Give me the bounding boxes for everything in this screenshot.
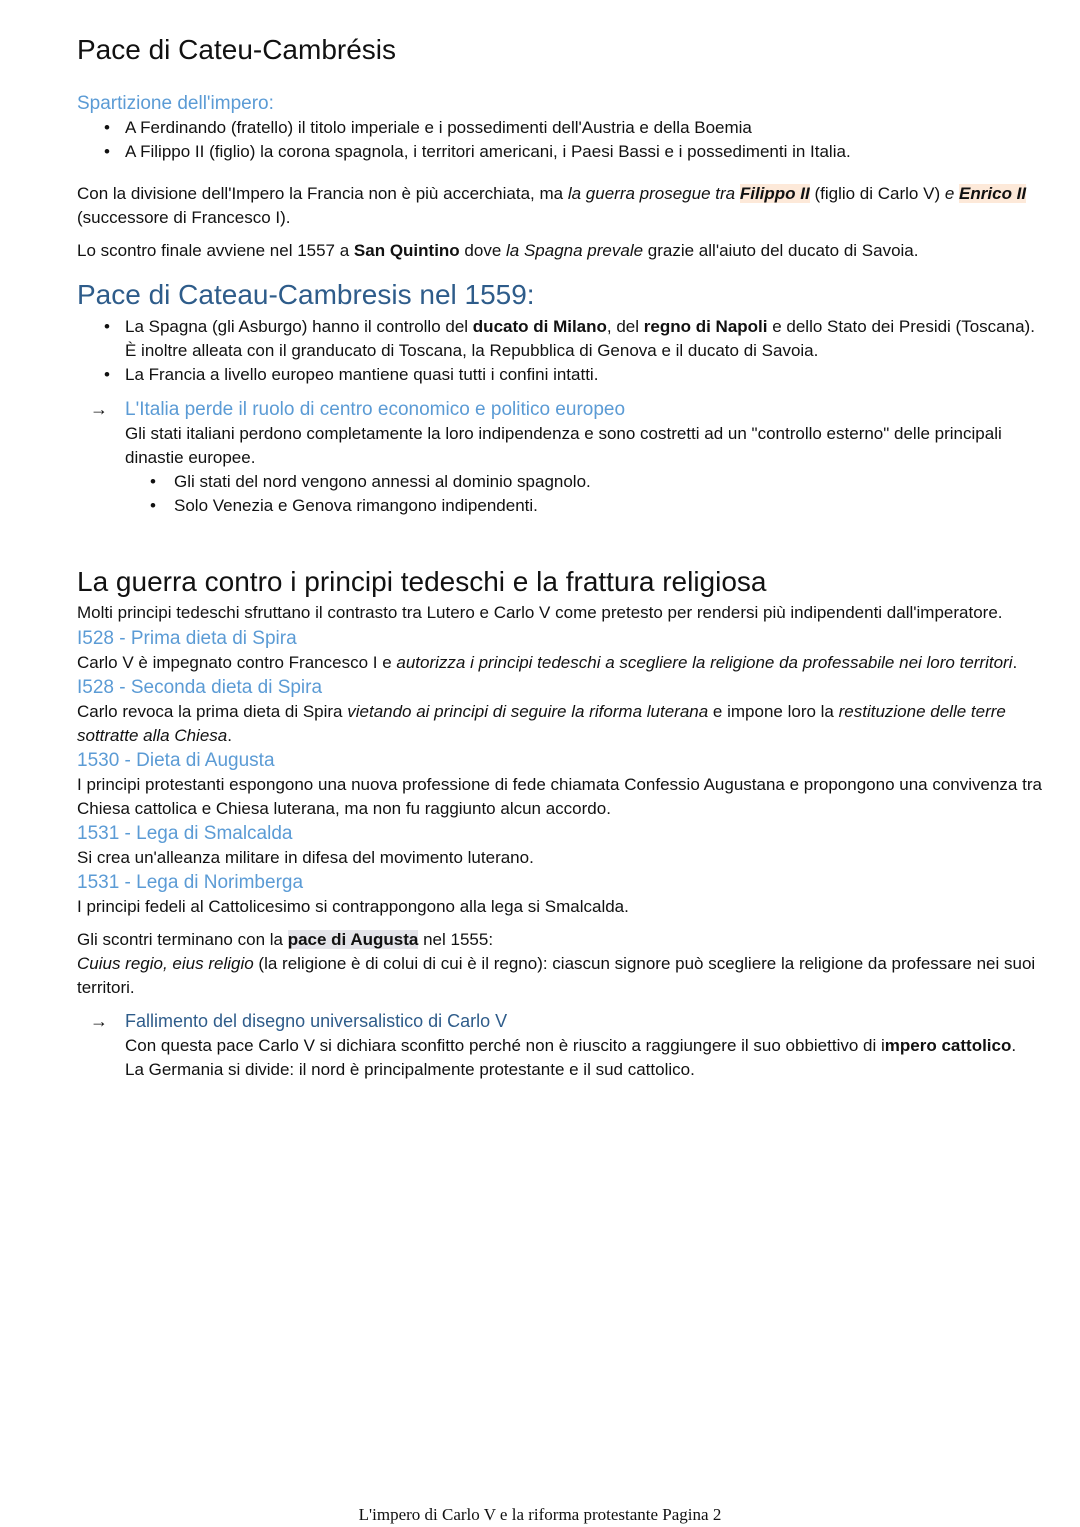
highlight-pace-augusta: pace di Augusta	[287, 930, 419, 949]
text-run: Con la divisione dell'Impero la Francia non è più accerchiata, ma	[77, 184, 568, 203]
event-heading-lega-smalcalda: 1531 - Lega di Smalcalda	[77, 823, 293, 844]
text-run: (figlio di Carlo V)	[809, 184, 945, 203]
text-run: restituzione delle terre sottratte alla Chiesa	[77, 702, 1006, 745]
arrow-block-fallimento	[77, 1009, 1042, 1082]
text-run: .	[227, 726, 232, 745]
list-item: • Solo Venezia e Genova rimangono indipendenti.	[77, 494, 1042, 518]
paragraph-san-quintino	[77, 239, 1042, 263]
page-footer: L'impero di Carlo V e la riforma protestante Pagina 2	[358, 1505, 722, 1524]
arrow-block-italia	[77, 397, 1042, 470]
text-run: e impone loro la	[708, 702, 839, 721]
section-title-pace-cateu: Pace di Cateu-Cambrésis	[77, 34, 397, 65]
event-heading-prima-dieta: I528 - Prima dieta di Spira	[77, 628, 297, 649]
section-title-guerra-principi: La guerra contro i principi tedeschi e la frattura religiosa	[77, 566, 767, 597]
text-run: e dello Stato dei Presidi (Toscana). È inoltre alleata con il granducato di Toscana, la Repubblica di Genova e il ducato di Savoia.	[125, 317, 1035, 360]
event-heading-lega-norimberga: 1531 - Lega di Norimberga	[77, 872, 304, 893]
list-item: • A Ferdinando (fratello) il titolo imperiale e i possedimenti dell'Austria e della Boemia	[77, 116, 1042, 140]
text-run: regno di Napoli	[643, 317, 768, 336]
arrow-title-italia: L'Italia perde il ruolo di centro economico e politico europeo	[125, 399, 626, 420]
page-content	[77, 30, 1042, 1082]
arrow-text-germania: La Germania si divide: il nord è principalmente protestante e il sud cattolico.	[125, 1060, 695, 1079]
event-text-prima-dieta	[77, 651, 1042, 675]
list-item: • A Filippo II (figlio) la corona spagnola, i territori americani, i Paesi Bassi e i possedimenti in Italia.	[77, 140, 1042, 164]
text-run: , del	[606, 317, 644, 336]
section-title-pace-1559: Pace di Cateau-Cambresis nel 1559:	[77, 279, 535, 310]
text-run: vietando ai principi di seguire la riforma luterana	[347, 702, 709, 721]
arrow-right-icon: →	[90, 399, 108, 419]
text-run: la guerra prosegue tra	[567, 184, 740, 203]
text-run: la Spagna prevale	[506, 241, 644, 260]
paragraph-divisione	[77, 182, 1042, 230]
text-run: Gli scontri terminano con la	[77, 930, 288, 949]
arrow-right-icon: →	[90, 1011, 108, 1031]
text-run: Carlo revoca la prima dieta di Spira	[77, 702, 348, 721]
paragraph-pace-augusta	[77, 928, 1042, 1000]
nested-list-italia	[77, 470, 1042, 518]
event-text-lega-smalcalda: Si crea un'alleanza militare in difesa del movimento luterano.	[77, 848, 534, 867]
list-item: • La Francia a livello europeo mantiene quasi tutti i confini intatti.	[77, 363, 1042, 387]
text-run: San Quintino	[353, 241, 460, 260]
arrow-title-fallimento: Fallimento del disegno universalistico di Carlo V	[125, 1011, 508, 1031]
list-item: • Gli stati del nord vengono annessi al dominio spagnolo.	[77, 470, 1042, 494]
text-run: Cuius regio, eius religio	[77, 954, 254, 973]
text-run: ducato di Milano	[472, 317, 607, 336]
text-run: Carlo V è impegnato contro Francesco I e	[77, 653, 397, 672]
list-item	[77, 315, 1042, 363]
text-run: (la religione è di colui di cui è il regno): ciascun signore può scegliere la religione da professare nei suoi territori.	[77, 954, 1036, 997]
event-text-dieta-augusta: I principi protestanti espongono una nuova professione di fede chiamata Confessio Augustana e propongono una convivenza tra Chiesa cattolica e Chiesa luterana, ma non fu raggiunto alcun accordo.	[77, 775, 1042, 818]
text-run: mpero cattolico	[884, 1036, 1012, 1055]
text-run: Lo scontro finale avviene nel 1557 a	[77, 241, 354, 260]
arrow-text-fallimento	[125, 1034, 1042, 1058]
text-run: .	[1012, 653, 1018, 672]
event-text-seconda-dieta	[77, 700, 1042, 748]
paragraph-intro-principi: Molti principi tedeschi sfruttano il contrasto tra Lutero e Carlo V come pretesto per rendersi più indipendenti dall'imperatore.	[77, 603, 1003, 622]
text-run: Con questa pace Carlo V si dichiara sconfitto perché non è riuscito a raggiungere il suo obbiettivo di i	[125, 1036, 885, 1055]
highlight-filippo: Filippo II	[739, 184, 810, 203]
event-heading-dieta-augusta: 1530 - Dieta di Augusta	[77, 750, 275, 771]
highlight-enrico: Enrico II	[959, 184, 1027, 203]
text-run: nel 1555:	[418, 930, 494, 949]
event-heading-seconda-dieta: I528 - Seconda dieta di Spira	[77, 677, 323, 698]
text-run: dove	[459, 241, 507, 260]
text-run: .	[1011, 1036, 1017, 1055]
pace-1559-list	[77, 315, 1042, 387]
event-text-lega-norimberga: I principi fedeli al Cattolicesimo si contrappongono alla lega si Smalcalda.	[77, 897, 629, 916]
text-run: (successore di Francesco I).	[77, 208, 291, 227]
subtitle-spartizione: Spartizione dell'impero:	[77, 93, 274, 114]
arrow-text-italia: Gli stati italiani perdono completamente la loro indipendenza e sono costretti ad un "controllo esterno" delle principali dinastie europee.	[125, 424, 1002, 467]
text-run: e	[944, 184, 955, 203]
text-run: grazie all'aiuto del ducato di Savoia.	[643, 241, 919, 260]
text-run: La Spagna (gli Asburgo) hanno il controllo del	[125, 317, 473, 336]
text-run: autorizza i principi tedeschi a scegliere la religione da professabile nei loro territori	[396, 653, 1013, 672]
spartizione-list	[77, 116, 1042, 164]
